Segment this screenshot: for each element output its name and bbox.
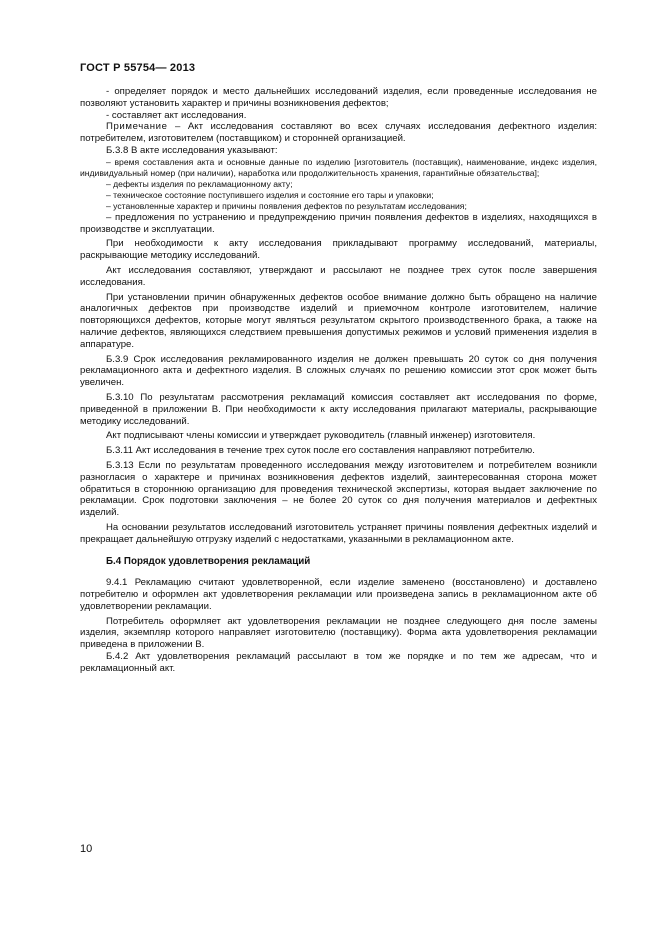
clause-b310: Б.3.10 По результатам рассмотрения рекламаций комиссия составляет акт исследования по форме, приведенной в приложении В. При необходимости к акту исследования прилагают материалы, раскрывающие методику исследований. bbox=[80, 391, 597, 427]
clause-b313: Б.3.13 Если по результатам проведенного исследования между изготовителем и потребителем возникли разногласия о характере и причинах возникновения дефектов изделий, заинтересованная сторона может обратиться в стороннюю организацию для проведения технической экспертизы, которая выдает заключение по рекламации. Срок подготовки заключения – не более 20 суток со дня получения материалов и дефектных изделий. bbox=[80, 459, 597, 519]
note-text: – Акт исследования составляют во всех случаях исследования дефектного изделия: потребителем, изготовителем (поставщиком) и сторонней организацией. bbox=[80, 121, 597, 145]
clause-941: 9.4.1 Рекламацию считают удовлетворенной, если изделие заменено (восстановлено) и доставлено потребителю и оформлен акт удовлетворения рекламации или произведена запись в рекламационном акте об удовлетворении рекламации. bbox=[80, 577, 597, 612]
paragraph: Акт исследования составляют, утверждают и рассылают не позднее трех суток после завершения исследования. bbox=[80, 264, 597, 288]
note-paragraph bbox=[80, 121, 597, 145]
clause-b311: Б.3.11 Акт исследования в течение трех суток после его составления направляют потребителю. bbox=[106, 445, 535, 457]
page-number: 10 bbox=[80, 843, 93, 855]
document-header: ГОСТ Р 55754— 2013 bbox=[80, 62, 196, 74]
paragraph: При установлении причин обнаруженных дефектов особое внимание должно быть обращено на наличие аналогичных дефектов при производстве изделий и приемочном контроле изготовителем, наличие повторяющихся дефектов, которые могут являться результатом скрытого производственного брака, а также на наличие дефектов, являющихся следствием превышения допустимых режимов и условий применения изделия в аппаратуре. bbox=[80, 291, 597, 350]
paragraph: Акт подписывают члены комиссии и утверждает руководитель (главный инженер) изготовителя. bbox=[106, 430, 536, 442]
list-item: – дефекты изделия по рекламационному акту; bbox=[106, 178, 293, 189]
note-label: Примечание bbox=[106, 121, 168, 133]
paragraph: На основании результатов исследований изготовитель устраняет причины появления дефектных изделий и прекращает дальнейшую отгрузку изделий с недостатками, указанными в рекламационном акте. bbox=[80, 521, 597, 545]
paragraph: При необходимости к акту исследования прикладывают программу исследований, материалы, раскрывающие методику исследований. bbox=[80, 238, 597, 262]
list-item: – предложения по устранению и предупреждению причин появления дефектов в изделиях, находящихся в производстве и эксплуатации. bbox=[80, 211, 597, 235]
section-heading-b4: Б.4 Порядок удовлетворения рекламаций bbox=[106, 555, 311, 567]
list-item: – техническое состояние поступившего изделия и состояние его тары и упаковки; bbox=[106, 189, 434, 200]
clause-b39: Б.3.9 Срок исследования рекламированного изделия не должен превышать 20 суток со дня получения рекламационного акта и дефектного изделия. В сложных случаях по решению комиссии этот срок может быть увеличен. bbox=[80, 353, 597, 389]
paragraph: - составляет акт исследования. bbox=[106, 109, 247, 121]
clause-b38-intro: Б.3.8 В акте исследования указывают: bbox=[106, 144, 278, 156]
document-body bbox=[80, 86, 597, 675]
list-item: – установленные характер и причины появления дефектов по результатам исследования; bbox=[106, 200, 467, 211]
clause-b42: Б.4.2 Акт удовлетворения рекламаций рассылают в том же порядке и по тем же адресам, что и рекламационный акт. bbox=[80, 651, 597, 674]
list-item: – время составления акта и основные данные по изделию [изготовитель (поставщик), наименование, индекс изделия, индивидуальный номер (при наличии), наработка или продолжительность хранения, гарантийные обязательства]; bbox=[80, 156, 597, 178]
paragraph: Потребитель оформляет акт удовлетворения рекламации не позднее следующего дня после замены изделия, экземпляр которого направляет изготовителю (поставщику). Форма акта удовлетворения рекламации приведена в приложении В. bbox=[80, 615, 597, 651]
paragraph: - определяет порядок и место дальнейших исследований изделия, если проведенные исследования не позволяют установить характер и причины возникновения дефектов; bbox=[80, 86, 597, 109]
